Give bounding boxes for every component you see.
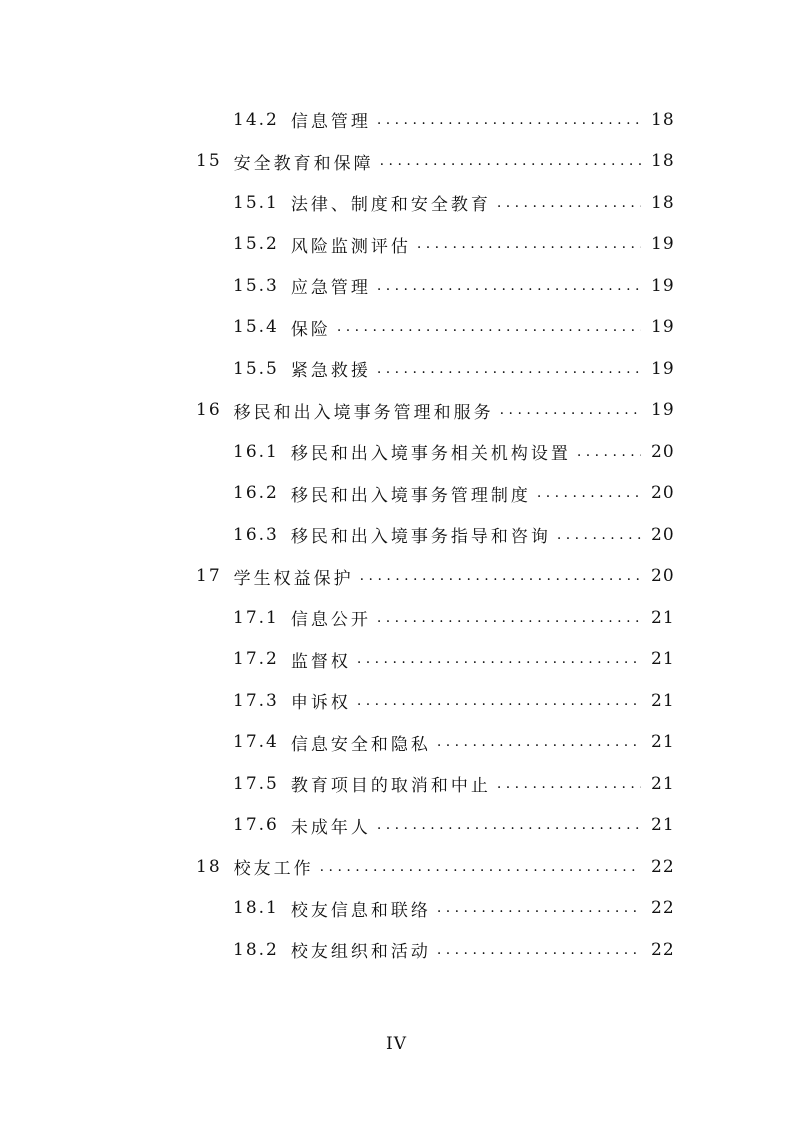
toc-entry[interactable] [0, 556, 793, 598]
toc-dot-leader [437, 898, 641, 918]
toc-entry-title: 移民和出入境事务相关机构设置 [290, 444, 571, 465]
toc-entry[interactable] [0, 722, 793, 764]
toc-entry-title: 安全教育和保障 [233, 153, 374, 174]
toc-entry-number: 18.1 [233, 898, 279, 919]
toc-entry-page: 18 [651, 192, 675, 213]
toc-entry[interactable] [0, 597, 793, 639]
toc-entry-title: 紧急救援 [290, 361, 371, 382]
toc-entry-page: 21 [651, 732, 675, 753]
toc-entry-number: 16.2 [233, 483, 279, 504]
toc-entry[interactable] [0, 846, 793, 888]
toc-entry[interactable] [0, 141, 793, 183]
toc-entry[interactable] [0, 639, 793, 681]
toc-entry[interactable] [0, 473, 793, 515]
toc-dot-leader [417, 234, 641, 254]
toc-dot-leader [357, 649, 641, 669]
toc-entry-number: 16 [196, 400, 222, 421]
toc-entry-title: 学生权益保护 [233, 568, 354, 589]
toc-entry[interactable] [0, 805, 793, 847]
toc-entry-number: 17.5 [233, 773, 279, 794]
toc-entry-number: 18 [196, 856, 222, 877]
toc-entry[interactable] [0, 431, 793, 473]
toc-entry-number: 17.6 [233, 815, 279, 836]
toc-entry-title: 移民和出入境事务指导和咨询 [290, 527, 551, 548]
toc-entry-title: 未成年人 [290, 817, 371, 838]
toc-entry-number: 15.1 [233, 192, 279, 213]
toc-dot-leader [377, 276, 641, 296]
toc-entry-number: 16.1 [233, 441, 279, 462]
toc-entry-number: 17.3 [233, 690, 279, 711]
toc-entry-page: 21 [651, 690, 675, 711]
toc-entry-page: 19 [651, 275, 675, 296]
toc-dot-leader [497, 193, 641, 213]
toc-dot-leader [357, 691, 641, 711]
toc-entry-page: 20 [651, 524, 675, 545]
toc-dot-leader [377, 608, 641, 628]
toc-entry-page: 20 [651, 566, 675, 587]
toc-dot-leader [320, 857, 641, 877]
toc-entry-number: 15.4 [233, 317, 279, 338]
toc-entry-page: 18 [651, 151, 675, 172]
toc-entry[interactable] [0, 99, 793, 141]
toc-dot-leader [437, 940, 641, 960]
toc-entry-number: 15.5 [233, 358, 279, 379]
toc-entry-page: 22 [651, 939, 675, 960]
toc-entry-number: 15 [196, 151, 222, 172]
toc-entry[interactable] [0, 514, 793, 556]
toc-entry-title: 教育项目的取消和中止 [290, 776, 491, 797]
toc-entry-title: 信息公开 [290, 610, 371, 631]
toc-entry-title: 申诉权 [290, 693, 351, 714]
toc-entry[interactable] [0, 348, 793, 390]
toc-entry-page: 20 [651, 483, 675, 504]
toc-dot-leader [557, 525, 641, 545]
toc-entry-title: 法律、制度和安全教育 [290, 195, 491, 216]
toc-entry-page: 19 [651, 400, 675, 421]
toc-entry-number: 14.2 [233, 109, 279, 130]
toc-entry[interactable] [0, 763, 793, 805]
toc-entry[interactable] [0, 929, 793, 971]
toc-entry[interactable] [0, 182, 793, 224]
toc-entry-title: 风险监测评估 [290, 236, 411, 257]
toc-entry-page: 19 [651, 358, 675, 379]
toc-entry[interactable] [0, 307, 793, 349]
toc-entry-page: 19 [651, 234, 675, 255]
toc-entry-number: 15.3 [233, 275, 279, 296]
toc-entry-title: 校友信息和联络 [290, 900, 431, 921]
toc-entry[interactable] [0, 888, 793, 930]
toc-entry-page: 21 [651, 815, 675, 836]
toc-entry-page: 21 [651, 773, 675, 794]
toc-dot-leader [377, 359, 641, 379]
toc-dot-leader [537, 483, 641, 503]
toc-entry-page: 18 [651, 109, 675, 130]
toc-entry-number: 18.2 [233, 939, 279, 960]
toc-entry-page: 22 [651, 898, 675, 919]
toc-entry-title: 信息管理 [290, 112, 371, 133]
toc-dot-leader [500, 400, 641, 420]
toc-entry-title: 信息安全和隐私 [290, 734, 431, 755]
toc-dot-leader [377, 815, 641, 835]
toc-dot-leader [360, 566, 641, 586]
toc-dot-leader [437, 732, 641, 752]
toc-entry-title: 校友工作 [233, 859, 314, 880]
toc-dot-leader [577, 442, 641, 462]
toc-dot-leader [380, 151, 641, 171]
toc-entry-number: 17.1 [233, 607, 279, 628]
toc-entry-title: 保险 [290, 319, 331, 340]
toc-entry-page: 22 [651, 856, 675, 877]
toc-entry[interactable] [0, 265, 793, 307]
toc-entry-title: 监督权 [290, 651, 351, 672]
page-number: IV [386, 1034, 407, 1054]
toc-entry-page: 21 [651, 649, 675, 670]
toc-entry-title: 应急管理 [290, 278, 371, 299]
toc-dot-leader [377, 110, 641, 130]
toc-entry-page: 20 [651, 441, 675, 462]
toc-dot-leader [497, 774, 641, 794]
toc-entry-title: 移民和出入境事务管理和服务 [233, 402, 494, 423]
toc-entry-number: 17.4 [233, 732, 279, 753]
toc-entry-number: 15.2 [233, 234, 279, 255]
table-of-contents [0, 99, 793, 971]
toc-entry-number: 17.2 [233, 649, 279, 670]
toc-entry-page: 19 [651, 317, 675, 338]
toc-entry[interactable] [0, 680, 793, 722]
toc-entry-title: 校友组织和活动 [290, 942, 431, 963]
toc-entry[interactable] [0, 390, 793, 432]
toc-entry-number: 17 [196, 566, 222, 587]
toc-entry[interactable] [0, 224, 793, 266]
toc-entry-title: 移民和出入境事务管理制度 [290, 485, 531, 506]
toc-entry-page: 21 [651, 607, 675, 628]
toc-dot-leader [337, 317, 641, 337]
toc-entry-number: 16.3 [233, 524, 279, 545]
